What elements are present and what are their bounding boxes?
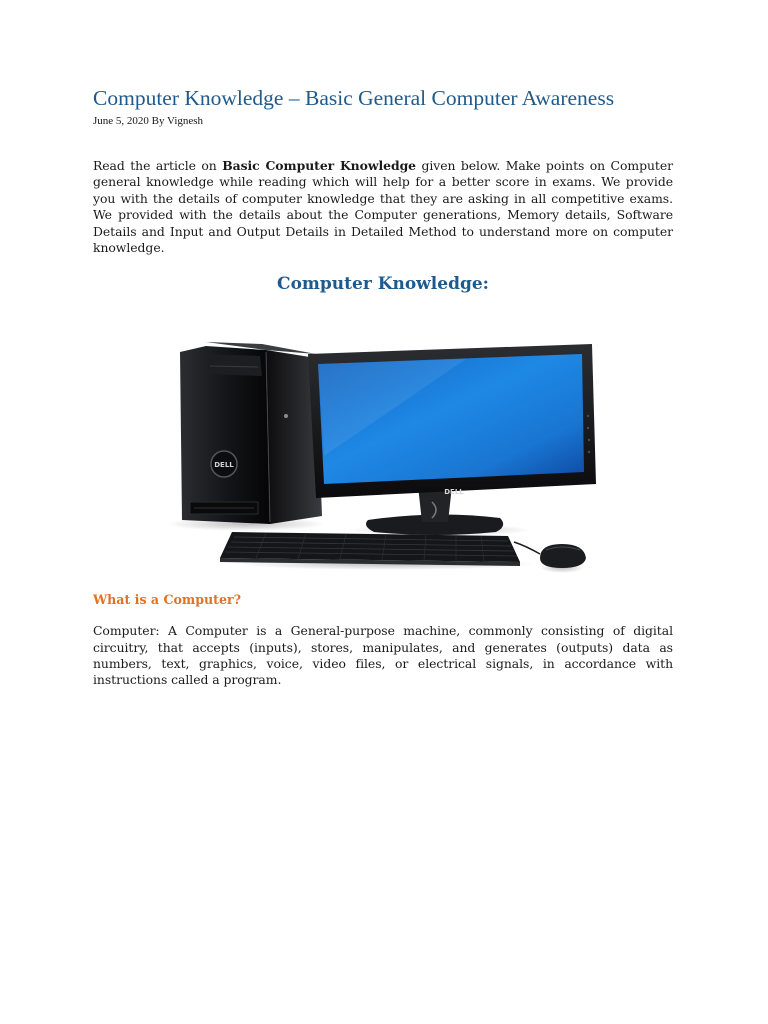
desktop-computer-icon — [136, 306, 628, 582]
computer-definition-paragraph: Computer: A Computer is a General-purpose machine, commonly consisting of digital circuitry, that accepts (inputs), stores, manipulates, and generates (outputs) data as numbers, text, graphics, voice, video files, or electrical signals, in accordance with instructions called a program. — [93, 623, 673, 688]
mouse-cable — [514, 542, 540, 554]
tower-brand-label: DELL — [214, 461, 234, 470]
article — [93, 86, 673, 688]
monitor-brand-label: DELL — [444, 488, 464, 497]
tower-button-icon — [284, 414, 288, 418]
intro-bold-text: Basic Computer Knowledge — [222, 158, 417, 173]
intro-text-end: given below. Make points on Computer general knowledge while reading which will help for a better score in exams. We provide you with the details of computer knowledge that they are asking in all competitive exams. We provided with the details about the Computer generations, Memory details, Software Details and Input and Output Details in Detailed Method to understand more on computer knowledge. — [93, 158, 673, 256]
section-heading: Computer Knowledge: — [277, 274, 489, 295]
article-byline: June 5, 2020 By Vignesh — [93, 115, 204, 127]
mouse-icon — [540, 544, 586, 568]
desktop-computer-image — [136, 306, 628, 582]
keyboard — [220, 532, 520, 562]
tower-drive-bay — [208, 354, 262, 376]
what-is-computer-heading: What is a Computer? — [93, 592, 242, 608]
article-title: Computer Knowledge – Basic General Computer Awareness — [93, 86, 615, 110]
intro-text-start: Read the article on — [93, 158, 223, 173]
intro-paragraph — [93, 158, 673, 256]
